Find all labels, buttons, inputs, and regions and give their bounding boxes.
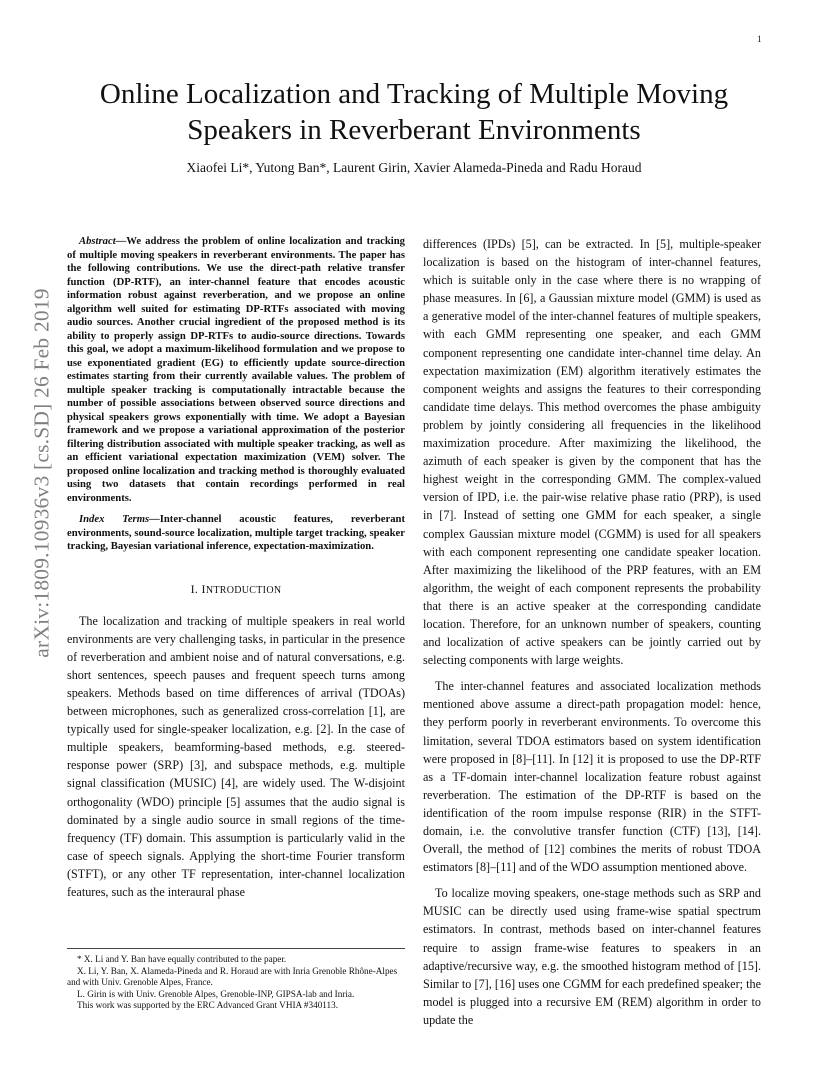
abstract-lead: Abstract — [79, 236, 116, 247]
paper-title: Online Localization and Tracking of Multiple Moving Speakers in Reverberant Environments — [99, 78, 729, 146]
footnote-affiliation-inria: X. Li, Y. Ban, X. Alameda-Pineda and R. Horaud are with Inria Grenoble Rhône-Alpes and with Univ. Grenoble Alpes, France. — [67, 965, 398, 988]
section-initial: I — [201, 581, 206, 596]
section-numeral: I. — [190, 581, 199, 596]
footnote-funding: This work was supported by the ERC Advanced Grant VHIA #340113. — [77, 1000, 339, 1011]
left-column — [67, 235, 405, 901]
body-paragraph: The inter-channel features and associated localization methods mentioned above assume a direct-path propagation model: hence, they perform poorly in reverberant environments. To overcome this limitation, several TDOA estimators based on system identification were proposed in [8]–[11]. In [12] it is proposed to use the DP-RTF as a TF-domain inter-channel localization feature robust against reverberation. The estimation of the DP-RTF is based on the identification of the room impulse response (RIR) in the STFT-domain, i.e. the convolutive transfer function (CTF) [13], [14]. Overall, the method of [12] combines the merits of robust TDOA estimators [8]–[11] and of the WDO assumption mentioned above. — [423, 679, 761, 875]
index-terms-lead: Index Terms — [79, 514, 150, 525]
footnotes — [67, 948, 405, 1012]
right-column — [423, 235, 761, 1029]
section-rest: NTRODUCTION — [205, 584, 282, 596]
author-list: Xiaofei Li*, Yutong Ban*, Laurent Girin, Xavier Alameda-Pineda and Radu Horaud — [186, 160, 642, 175]
index-terms-text: —Inter-channel acoustic features, reverberant environments, sound-source localization, multiple target tracking, speaker tracking, Bayesian variational inference, expectation-maximization. — [67, 514, 405, 552]
section-heading-introduction — [67, 580, 405, 600]
abstract-text: —We address the problem of online localization and tracking of multiple moving speakers in reverberant environments. The paper has the following contributions. We use the direct-path relative transfer function (DP-RTF), an inter-channel feature that encodes acoustic information robust against reverberation, and we propose an online algorithm well suited for estimating DP-RTFs associated with moving audio sources. Another crucial ingredient of the proposed method is its ability to properly assign DP-RTFs to audio-source directions. Towards this goal, we adopt a maximum-likelihood formulation and we propose to use exponentiated gradient (EG) to efficiently update source-direction estimates starting from their currently available values. The problem of multiple speaker tracking is computationally intractable because the number of possible associations between observed source directions and physical speakers grows exponentially with time. We adopt a Bayesian framework and we propose a variational approximation of the posterior filtering distribution associated with multiple speaker tracking, as well as an efficient variational expectation maximization (VEM) solver. The proposed online localization and tracking method is thoroughly evaluated using two datasets that contain recordings performed in real environments. — [67, 236, 405, 504]
intro-paragraph: The localization and tracking of multiple speakers in real world environments are very challenging tasks, in particular in the presence of reverberation and ambient noise and of natural conversations, e.g. short sentences, speech pauses and frequent speech turns among speakers. Methods based on time differences of arrival (TDOAs) between microphones, such as generalized cross-correlation [1], are typically used for single-speaker localization, e.g. [2]. In the case of multiple speakers, beamforming-based methods, e.g. steered-response power (SRP) [3], and subspace methods, e.g. multiple signal classification (MUSIC) [4], are widely used. The W-disjoint orthogonality (WDO) principle [5] assumes that the audio signal is dominated by a single audio source in small regions of the time-frequency (TF) domain. This assumption is particularly valid in the case of speech signals. Applying the short-time Fourier transform (STFT), or any other TF representation, inter-channel localization features, such as the interaural phase — [67, 613, 405, 899]
footnote-affiliation-gipsa: L. Girin is with Univ. Grenoble Alpes, Grenoble-INP, GIPSA-lab and Inria. — [77, 988, 355, 999]
body-paragraph: differences (IPDs) [5], can be extracted. In [5], multiple-speaker localization is based on the histogram of inter-channel features, which is suitable only in the case where there is no wrapping of phase measures. In [6], a Gaussian mixture model (GMM) is used as a generative model of the inter-channel features of multiple speakers, with each GMM representing one speaker, and each GMM component representing one candidate inter-channel time delay. An expectation maximization (EM) algorithm iteratively estimates the component weights and assigns the features to their corresponding candidate time delays. This method overcomes the phase ambiguity problem by jointly considering all frequencies in the likelihood maximization procedure. After maximizing the likelihood, the azimuth of each speaker is given by the component that has the highest weight in the corresponding GMM. The complex-valued version of IPD, i.e. the pair-wise relative phase ratio (PRP), is used in [7]. Instead of setting one GMM for each speaker, a single complex Gaussian mixture model (CGMM) is used for all speakers with each component representing one candidate speaker location. After maximizing the likelihood of the PRP features, with an EM algorithm, the weight of each component represents the probability that there is an active speaker at the corresponding candidate location. Therefore, for an unknown number of speakers, counting and localization of active speakers can be jointly carried out by selecting components with large weights. — [423, 237, 761, 668]
index-terms — [67, 513, 405, 554]
arxiv-stamp-text: arXiv:1809.10936v3 [cs.SD] 26 Feb 2019 — [29, 288, 54, 658]
abstract — [67, 235, 405, 505]
page-number: 1 — [757, 34, 762, 44]
footnote-equal-contribution: * X. Li and Y. Ban have equally contributed to the paper. — [77, 954, 287, 964]
body-paragraph: To localize moving speakers, one-stage methods such as SRP and MUSIC can be directly used using frame-wise spatial spectrum estimators. In contrast, methods based on inter-channel features require to assign frame-wise features to speakers in an adaptive/recursive way, e.g. the smoothed histogram method of [15]. Similar to [7], [16] uses one CGMM for each predefined speaker; the model is plugged into a recursive EM (REM) algorithm in order to update the — [423, 886, 761, 1027]
